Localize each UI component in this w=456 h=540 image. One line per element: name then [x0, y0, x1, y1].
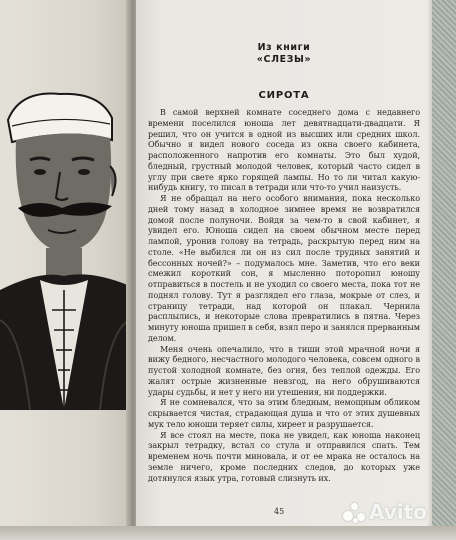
story-title: СИРОТА: [258, 90, 310, 101]
bottom-shadow: [0, 526, 456, 540]
paragraph: Меня очень опечалило, что в тиши этой мрачной ночи я вижу бедного, несчастного молодого человека, совсем одного в пустой холодной комнате, без огня, без теплой одежды. Его жалят острые жизненные невзгод, на него обрушиваются удары судьбы, и нет у него ни утешения, ни поддержки.: [148, 343, 420, 397]
book-cover-edge: [432, 0, 456, 540]
portrait-illustration: [0, 80, 130, 410]
book-heading-line1: Из книги: [257, 42, 311, 53]
paragraph: Я все стоял на месте, пока не увидел, как юноша наконец закрыл тетрадку, встал со стула и отправился спать. Тем временем ночь почти миновала, и от ее мрака не осталось на земле ничего, кроме последних следов, до которых уже дотянулся язык утра, готовый слизнуть их.: [148, 429, 420, 483]
left-page: [0, 0, 132, 540]
paragraph: В самой верхней комнате соседнего дома с недавнего времени поселился юноша лет девятнадцати-двадцати. Я решил, что он учится в одной из высших или средних школ. Обычно я видел нового соседа из окна своего кабинета, расположенного напротив его комнаты. Это был худой, бледный, грустный молодой человек, который часто сидел в углу при свете ярко горящей лампы. Но то ли читал какую-нибудь книгу, то писал в тетради или что-то учил наизусть.: [148, 107, 420, 193]
page-text: [148, 42, 420, 483]
paragraph: Я не сомневался, что за этим бледным, немощным обликом скрывается чистая, страдающая душа и что от этих душевных мук тело юноши теряет силы, хиреет и разрушается.: [148, 397, 420, 429]
avito-logo-icon: [343, 501, 365, 523]
paragraph: Я не обращал на него особого внимания, пока несколько дней тому назад в холодное зимнее время не возвратился домой после полуночи. Войдя за чем-то в свой кабинет, я увидел его. Юноша сидел на своем обычном месте перед лампой, уронив голову на тетрадь, раскрытую перед ним на столе. «Не выбился ли он из сил после трудных занятий и бессонных ночей?» – подумалось мне. Заметив, что его веки смежил короткий сон, я мысленно поторопил юношу отправиться в постель и не уходил со своего места, пока тот не поднял голову. Тут я разглядел его глаза, мокрые от слез, и страницу тетради, над которой он плакал. Чернила расплылись, и некоторые слова превратились в пятна. Через минуту юноша пришел в себя, взял перо и занялся прерванным делом.: [148, 193, 420, 343]
avito-watermark: [343, 500, 427, 524]
book-heading-line2: «СЛЕЗЫ»: [256, 54, 312, 65]
watermark-text: Avito: [369, 500, 427, 524]
page-number: 45: [274, 507, 285, 516]
